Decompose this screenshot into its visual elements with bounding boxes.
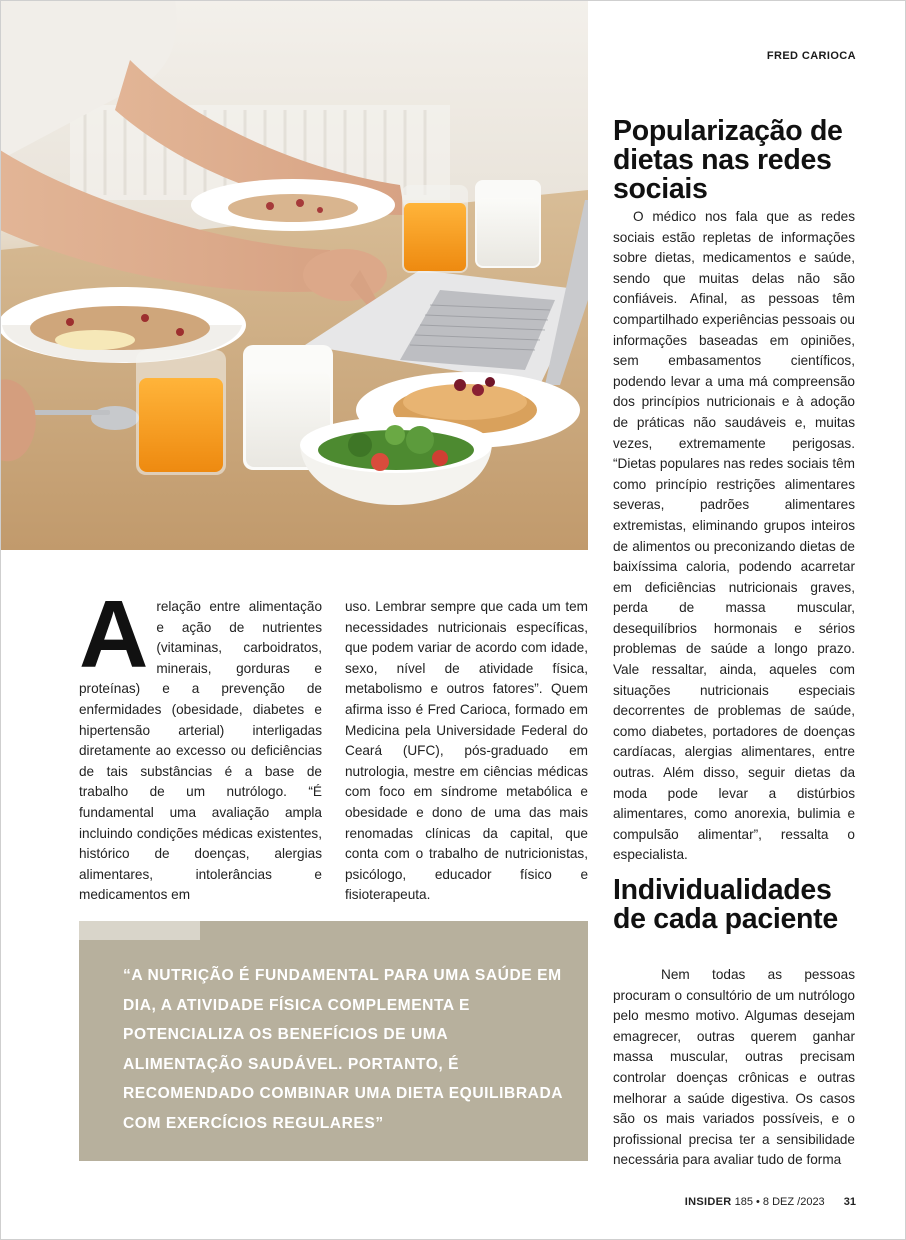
body-column-right-1 xyxy=(613,207,855,863)
issue-number: 185 xyxy=(734,1196,753,1208)
page-number: 31 xyxy=(843,1196,856,1208)
body-column-right-2 xyxy=(613,965,855,1168)
pull-quote-tab xyxy=(79,921,200,940)
section-heading-individualities: Individualidades de cada paciente xyxy=(613,874,838,935)
body-text-intro: relação entre alimentação e ação de nutrientes (vitaminas, carboidratos, minerais, gorduras e proteínas) e a prevenção de enfermidades (obesidade, diabetes e hipertensão arterial) interligadas diretamente ao excesso ou deficiências de tais substâncias é a base de trabalho de um nutrólogo. “É fundamental uma avaliação ampla incluindo condições médicas existentes, histórico de doenças, alergias alimentares, intolerâncias e medicamentos em xyxy=(79,599,322,903)
body-text-social-diets: O médico nos fala que as redes sociais estão repletas de informações sobre dietas, medicamentos e saúde, sendo que muitas delas não são confiáveis. Afinal, as pessoas têm compartilhado experiências pessoais ou informações baseadas em opiniões, sem embasamentos científicos, podendo levar a uma má compreensão dos princípios nutricionais e à adoção de práticas não saudáveis e, muitas vezes, extremamente perigosas. “Dietas populares nas redes sociais têm como princípio restrições alimentares severas, padrões alimentares extremistas, eliminando grupos inteiros de alimentos ou preconizando dietas de baixíssima caloria, podendo acarretar em deficiências nutricionais graves, perda de massa muscular, desequilíbrios hormonais e sérios problemas de saúde a longo prazo. Vale ressaltar, ainda, aqueles com situações nutricionais especiais decorrentes de problemas de saúde, como diabetes, portadores de doenças cardíacas, alergias alimentares, entre outras. Além disso, seguir dietas da moda pode levar a distúrbios alimentares, como anorexia, bulimia e compulsão alimentar”, ressalta o especialista. xyxy=(613,209,855,863)
page-footer xyxy=(685,1196,856,1208)
drop-cap: A xyxy=(79,581,149,688)
footer-separator: • xyxy=(756,1196,760,1208)
author-name: FRED CARIOCA xyxy=(766,50,856,62)
section-heading-social-diets: Popularização de dietas nas redes sociais xyxy=(613,115,843,205)
pull-quote-text: “A NUTRIÇÃO É FUNDAMENTAL PARA UMA SAÚDE EM DIA, A ATIVIDADE FÍSICA COMPLEMENTA E POTENCIALIZA OS BENEFÍCIOS DE UMA ALIMENTAÇÃO SAUDÁVEL. PORTANTO, É RECOMENDADO COMBINAR UMA DIETA EQUILIBRADA COM EXERCÍCIOS REGULARES” xyxy=(123,967,563,1132)
article-photo xyxy=(0,0,588,550)
magazine-name: INSIDER xyxy=(684,1196,732,1208)
body-column-left xyxy=(79,581,322,903)
issue-date: 8 DEZ /2023 xyxy=(762,1196,825,1208)
body-text-intro-continued: uso. Lembrar sempre que cada um tem necessidades nutricionais específicas, que podem variar de acordo com idade, sexo, nível de atividade física, metabolismo e outros fatores”. Quem afirma isso é Fred Carioca, formado em Medicina pela Universidade Federal do Ceará (UFC), pós-graduado em nutrologia, mestre em ciências médicas com foco em síndrome metabólica e obesidade e dono de uma das mais renomadas clínicas da capital, que conta com o trabalho de nutricionistas, psicólogo, educador físico e fisioterapeuta. xyxy=(345,599,588,903)
body-text-individualities: Nem todas as pessoas procuram o consultório de um nutrólogo pelo mesmo motivo. Algumas desejam emagrecer, outras querem ganhar massa muscular, outras precisam controlar doenças crônicas e outras melhorar a saúde digestiva. Os casos são os mais variados possíveis, e o profissional precisa ter a sensibilidade necessária para avaliar tudo de forma xyxy=(613,967,855,1168)
body-column-middle xyxy=(345,597,588,903)
